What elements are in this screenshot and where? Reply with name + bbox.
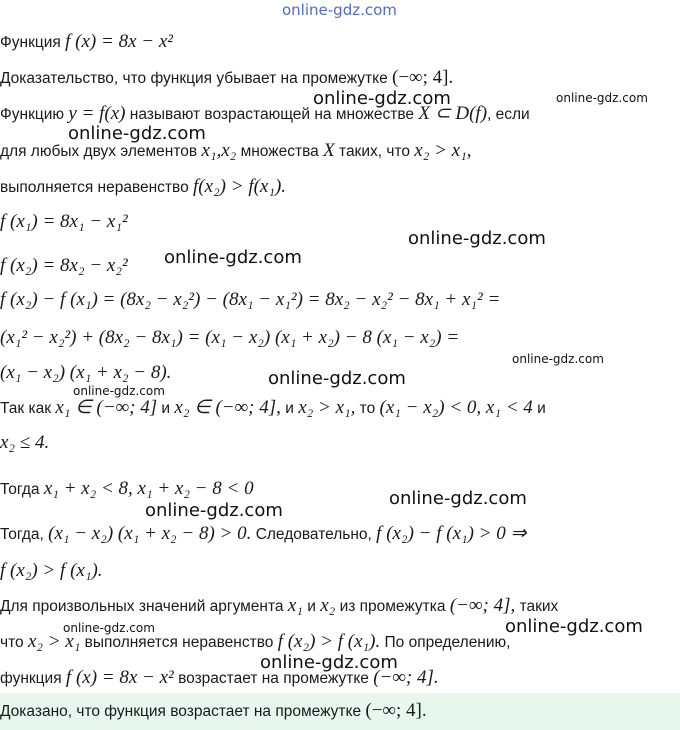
formula: (x₁² − x₂²) + (8x₂ − 8x₁) = (x₁ − x₂) (x₁ + x₂) − 8 (x₁ − x₂) = [0, 327, 460, 348]
watermark: online-gdz.com [505, 616, 643, 637]
watermark: online-gdz.com [556, 91, 648, 105]
line-definition-3 [0, 176, 680, 199]
watermark: online-gdz.com [63, 621, 155, 635]
watermark: online-gdz.com [313, 88, 451, 109]
watermark: online-gdz.com [260, 652, 398, 673]
formula: x₂ [320, 595, 336, 616]
watermark: online-gdz.com [145, 500, 283, 521]
watermark: online-gdz.com [68, 123, 206, 144]
label: Функция [0, 34, 61, 51]
text: множества [240, 143, 319, 160]
line-f-x2 [0, 255, 680, 278]
line-f-x1 [0, 211, 680, 234]
text: Для произвольных значений аргумента [0, 598, 284, 615]
watermark: online-gdz.com [268, 368, 406, 389]
text: и [307, 598, 316, 615]
formula: f (x₁) = 8x₁ − x₁² [0, 211, 128, 232]
formula: x₂ > x₁ [27, 631, 81, 652]
line-since [0, 397, 680, 420]
formula: x₁,x₂ [201, 140, 237, 161]
text: из промежутка [339, 598, 446, 615]
formula: f (x₂) > f (x₁). [277, 631, 381, 652]
formula: x₁ [287, 595, 303, 616]
line-conclusion-1 [0, 595, 680, 618]
formula: f (x) = 8x − x² [65, 667, 174, 688]
text: По определению, [384, 634, 511, 651]
formula: f (x₂) = 8x₂ − x₂² [0, 255, 128, 276]
line-then-product [0, 523, 680, 546]
text: и [285, 400, 294, 417]
line-difference-2 [0, 327, 680, 350]
result-formula: (−∞; 4]. [365, 700, 427, 721]
result-line [0, 700, 680, 723]
formula: x₂ > x₁, [414, 140, 472, 161]
text: что [0, 634, 24, 651]
text: Доказательство, что функция убывает на промежутке [0, 70, 388, 87]
watermark: online-gdz.com [164, 247, 302, 268]
text: выполняется неравенство [0, 179, 189, 196]
line-proof-goal [0, 67, 680, 90]
formula: f (x₂) > f (x₁). [0, 560, 103, 581]
watermark: online-gdz.com [73, 384, 165, 398]
formula: x₂ > x₁, [298, 397, 356, 418]
watermark: online-gdz.com [389, 488, 527, 509]
formula: X ⊂ D(f) [418, 103, 488, 124]
formula: f (x) = 8x − x² [65, 31, 173, 52]
formula: (−∞; 4]. [373, 667, 439, 688]
line-function-def [0, 31, 680, 54]
formula: (x₁ − x₂) (x₁ + x₂ − 8) > 0. [48, 523, 252, 544]
formula: (−∞; 4]. [392, 67, 454, 88]
formula: y = f(x) [68, 103, 126, 124]
line-x2-bound [0, 432, 680, 455]
text: Функцию [0, 106, 65, 123]
text: и [161, 400, 171, 417]
text: выполняется неравенство [84, 634, 274, 651]
formula: (x₁ − x₂) (x₁ + x₂ − 8). [0, 362, 172, 383]
result-banner [0, 693, 680, 730]
text: Тогда, [0, 526, 44, 543]
line-f-compare [0, 560, 680, 583]
line-difference-1 [0, 289, 680, 312]
top-watermark: online-gdz.com [282, 1, 397, 19]
text: , если [487, 106, 530, 123]
text: Так как [0, 400, 52, 417]
formula: (−∞; 4], [449, 595, 516, 616]
text: то [359, 400, 376, 417]
text: функция [0, 670, 62, 687]
text: для любых двух элементов [0, 143, 198, 160]
formula: f(x₂) > f(x₁). [193, 176, 287, 197]
watermark: online-gdz.com [512, 352, 604, 366]
text: и [537, 400, 546, 417]
formula: f (x₂) − f (x₁) > 0 ⇒ [376, 523, 527, 544]
formula: x₁ ∈ (−∞; 4] [55, 397, 158, 418]
line-then-sum [0, 478, 680, 501]
formula: x₁ + x₂ < 8, x₁ + x₂ − 8 < 0 [43, 478, 254, 499]
text: возрастает на промежутке [178, 670, 369, 687]
formula: X [323, 140, 335, 161]
text: Тогда [0, 481, 40, 498]
formula: f (x₂) − f (x₁) = (8x₂ − x₂²) − (8x₁ − x₁²) = 8x₂ − x₂² − 8x₁ + x₁² = [0, 289, 501, 310]
text: таких [519, 598, 559, 615]
text: таких, что [339, 143, 410, 160]
formula: (x₁ − x₂) < 0, x₁ < 4 [379, 397, 533, 418]
text: Следовательно, [255, 526, 372, 543]
formula: x₂ ≤ 4. [0, 432, 50, 453]
text: называют возрастающей на множестве [129, 106, 415, 123]
watermark: online-gdz.com [408, 228, 546, 249]
result-text: Доказано, что функция возрастает на промежутке [0, 703, 362, 720]
formula: x₂ ∈ (−∞; 4], [174, 397, 281, 418]
